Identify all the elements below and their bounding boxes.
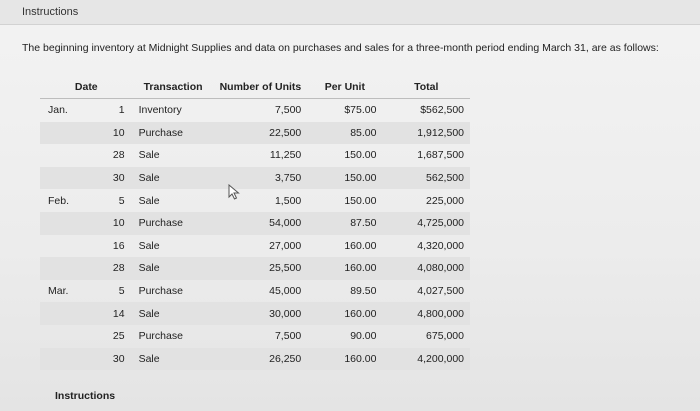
date-day-cell: 16 bbox=[112, 239, 125, 252]
date-month-cell bbox=[40, 122, 99, 145]
per-unit-cell: 85.00 bbox=[307, 122, 382, 145]
transaction-cell: Inventory bbox=[138, 104, 182, 117]
column-header-date: Date bbox=[40, 76, 133, 99]
total-cell: $562,500 bbox=[420, 104, 464, 117]
transaction-cell: Sale bbox=[138, 239, 160, 252]
date-month-cell: Mar. bbox=[48, 285, 69, 298]
table-row bbox=[40, 257, 470, 280]
total-cell: 225,000 bbox=[426, 194, 464, 207]
date-day-cell: 5 bbox=[118, 285, 125, 298]
units-cell: 3,750 bbox=[214, 167, 308, 190]
mouse-cursor-icon bbox=[228, 184, 240, 200]
date-month-cell bbox=[40, 212, 99, 235]
units-cell: 7,500 bbox=[274, 330, 302, 343]
transaction-cell: Purchase bbox=[138, 330, 183, 343]
per-unit-cell: 150.00 bbox=[344, 194, 377, 207]
inventory-table-wrap bbox=[40, 76, 470, 370]
per-unit-cell: 150.00 bbox=[344, 149, 377, 162]
table-row bbox=[40, 167, 470, 190]
table-row bbox=[40, 99, 470, 122]
date-month-cell bbox=[40, 167, 99, 190]
column-header-per-unit: Per Unit bbox=[307, 76, 382, 99]
total-cell: 4,800,000 bbox=[382, 302, 470, 325]
table-row bbox=[40, 122, 470, 145]
transaction-cell: Sale bbox=[133, 348, 214, 371]
date-day-cell: 28 bbox=[99, 257, 133, 280]
date-day-cell: 5 bbox=[118, 194, 125, 207]
transaction-cell: Purchase bbox=[133, 122, 214, 145]
date-day-cell: 14 bbox=[99, 302, 133, 325]
table-row bbox=[40, 302, 470, 325]
date-month-cell: Jan. bbox=[48, 104, 68, 117]
per-unit-cell: 160.00 bbox=[307, 257, 382, 280]
transaction-cell: Sale bbox=[133, 167, 214, 190]
units-cell: 25,500 bbox=[214, 257, 308, 280]
table-row bbox=[40, 348, 470, 371]
date-day-cell: 25 bbox=[112, 330, 125, 343]
total-cell: 4,200,000 bbox=[382, 348, 470, 371]
per-unit-cell: 160.00 bbox=[344, 239, 377, 252]
total-cell: 1,687,500 bbox=[417, 149, 464, 162]
table-header-row bbox=[40, 76, 470, 99]
date-day-cell: 10 bbox=[99, 122, 133, 145]
per-unit-cell: 89.50 bbox=[350, 285, 377, 298]
bottom-instructions-label[interactable]: Instructions bbox=[55, 390, 116, 402]
date-day-cell: 1 bbox=[118, 104, 125, 117]
inventory-table bbox=[40, 76, 470, 370]
units-cell: 30,000 bbox=[214, 302, 308, 325]
date-month-cell: Feb. bbox=[48, 194, 70, 207]
date-month-cell bbox=[40, 257, 99, 280]
date-day-cell: 30 bbox=[99, 348, 133, 371]
table-body bbox=[40, 99, 470, 371]
units-cell: 45,000 bbox=[269, 285, 302, 298]
date-month-cell bbox=[40, 325, 99, 348]
units-cell: 1,500 bbox=[274, 194, 302, 207]
per-unit-cell: $75.00 bbox=[344, 104, 377, 117]
per-unit-cell: 87.50 bbox=[307, 212, 382, 235]
units-cell: 11,250 bbox=[269, 149, 302, 162]
total-cell: 4,725,000 bbox=[382, 212, 470, 235]
per-unit-cell: 160.00 bbox=[307, 348, 382, 371]
table-row bbox=[40, 189, 470, 212]
column-header-transaction: Transaction bbox=[133, 76, 214, 99]
instructions-tab[interactable] bbox=[0, 0, 700, 25]
transaction-cell: Sale bbox=[138, 149, 160, 162]
total-cell: 4,027,500 bbox=[417, 285, 464, 298]
transaction-cell: Sale bbox=[133, 257, 214, 280]
units-cell: 54,000 bbox=[214, 212, 308, 235]
per-unit-cell: 150.00 bbox=[307, 167, 382, 190]
transaction-cell: Purchase bbox=[138, 285, 183, 298]
transaction-cell: Sale bbox=[133, 302, 214, 325]
units-cell: 27,000 bbox=[269, 239, 302, 252]
total-cell: 675,000 bbox=[426, 330, 464, 343]
table-row bbox=[40, 325, 470, 348]
per-unit-cell: 160.00 bbox=[307, 302, 382, 325]
units-cell: 26,250 bbox=[214, 348, 308, 371]
table-row bbox=[40, 212, 470, 235]
date-month-cell bbox=[40, 144, 99, 167]
total-cell: 1,912,500 bbox=[382, 122, 470, 145]
date-month-cell bbox=[40, 235, 99, 258]
date-month-cell bbox=[40, 302, 99, 325]
transaction-cell: Purchase bbox=[133, 212, 214, 235]
column-header-units: Number of Units bbox=[214, 76, 308, 99]
column-header-total: Total bbox=[382, 76, 470, 99]
intro-text: The beginning inventory at Midnight Supplies and data on purchases and sales for a three-month period ending March 31, are as follows: bbox=[22, 42, 659, 54]
units-cell: 22,500 bbox=[214, 122, 308, 145]
table-row bbox=[40, 144, 470, 167]
date-day-cell: 28 bbox=[112, 149, 125, 162]
transaction-cell: Sale bbox=[138, 194, 160, 207]
table-row bbox=[40, 280, 470, 303]
instructions-tab-label: Instructions bbox=[22, 6, 79, 18]
total-cell: 562,500 bbox=[382, 167, 470, 190]
total-cell: 4,320,000 bbox=[417, 239, 464, 252]
total-cell: 4,080,000 bbox=[382, 257, 470, 280]
date-month-cell bbox=[40, 348, 99, 371]
date-day-cell: 30 bbox=[99, 167, 133, 190]
per-unit-cell: 90.00 bbox=[350, 330, 377, 343]
table-row bbox=[40, 235, 470, 258]
date-day-cell: 10 bbox=[99, 212, 133, 235]
units-cell: 7,500 bbox=[274, 104, 302, 117]
